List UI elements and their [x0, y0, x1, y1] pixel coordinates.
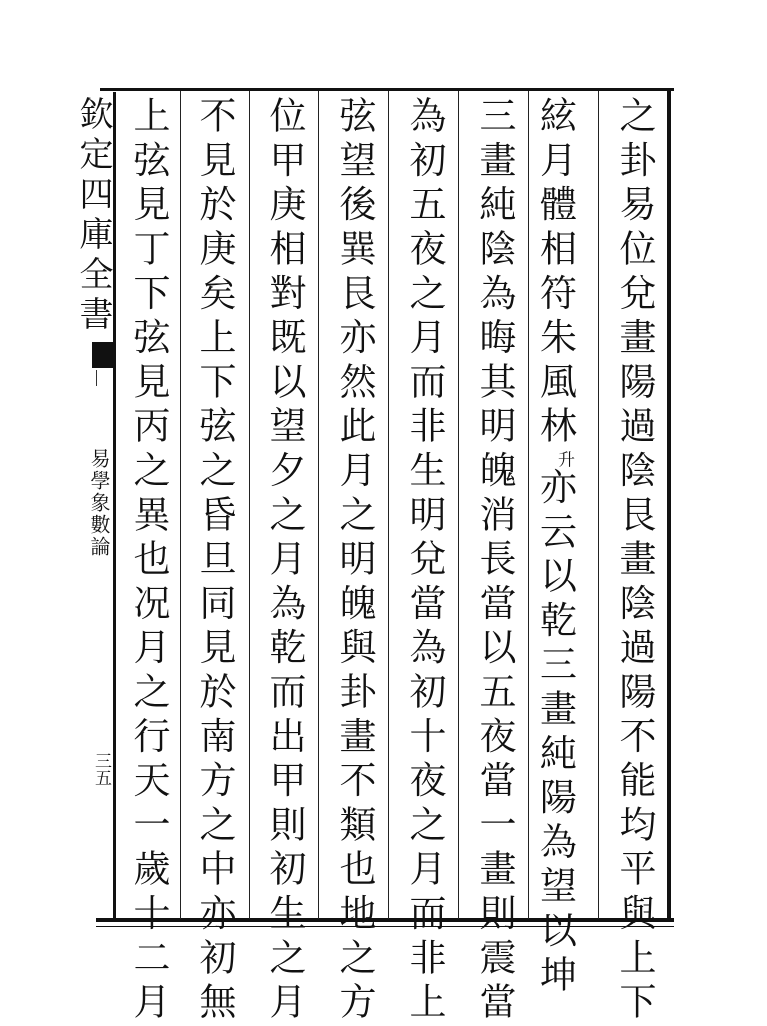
text-column-1 — [608, 96, 660, 1026]
text-column-2 — [533, 96, 590, 1000]
page-number: 三五 — [91, 752, 111, 786]
column-rule — [598, 91, 599, 919]
column-rule — [458, 91, 459, 919]
text-column-3 — [468, 96, 520, 1026]
column-text: 不見於庚矣上下弦之昏旦同見於南方之中亦初無 — [193, 96, 236, 1026]
column-text: 之卦易位兌畫陽過陰艮畫陰過陽不能均平與上下 — [613, 96, 656, 1026]
inline-note: 升 — [554, 450, 574, 468]
column-rule — [180, 91, 181, 919]
column-text: 絃月體相符朱風林 — [533, 96, 577, 451]
text-column-5 — [328, 96, 380, 1026]
column-rule — [249, 91, 250, 919]
column-text: 上弦見丁下弦見丙之異也况月之行天一歲十二月 — [127, 96, 170, 1026]
frame-left-border — [113, 92, 116, 920]
column-text: 為初五夜之月而非生明兌當為初十夜之月而非上 — [403, 96, 446, 1026]
frame-top-border — [100, 88, 674, 91]
text-column-8 — [122, 96, 174, 1026]
column-text: 弦望後巽艮亦然此月之明魄與卦畫不類也地之方 — [333, 96, 376, 1026]
collection-title: 欽定四庫全書 — [73, 96, 113, 336]
text-column-7 — [188, 96, 240, 1026]
column-rule — [388, 91, 389, 919]
column-rule — [318, 91, 319, 919]
column-text: 位甲庚相對既以望夕之月為乾而出甲則初生之月 — [263, 96, 306, 1026]
fishtail-mark-icon — [92, 342, 114, 368]
text-column-4 — [398, 96, 450, 1026]
frame-right-border — [667, 88, 671, 922]
text-column-6 — [258, 96, 310, 1026]
frame-bottom-border — [96, 918, 674, 922]
fishtail-line — [96, 370, 97, 386]
column-text-tail: 亦云以乾三畫純陽為望以坤 — [533, 467, 577, 1000]
book-title: 易學象數論 — [87, 448, 111, 558]
frame-bottom-border-thin — [96, 926, 674, 927]
column-text: 三畫純陰為晦其明魄消長當以五夜當一畫則震當 — [473, 96, 516, 1026]
